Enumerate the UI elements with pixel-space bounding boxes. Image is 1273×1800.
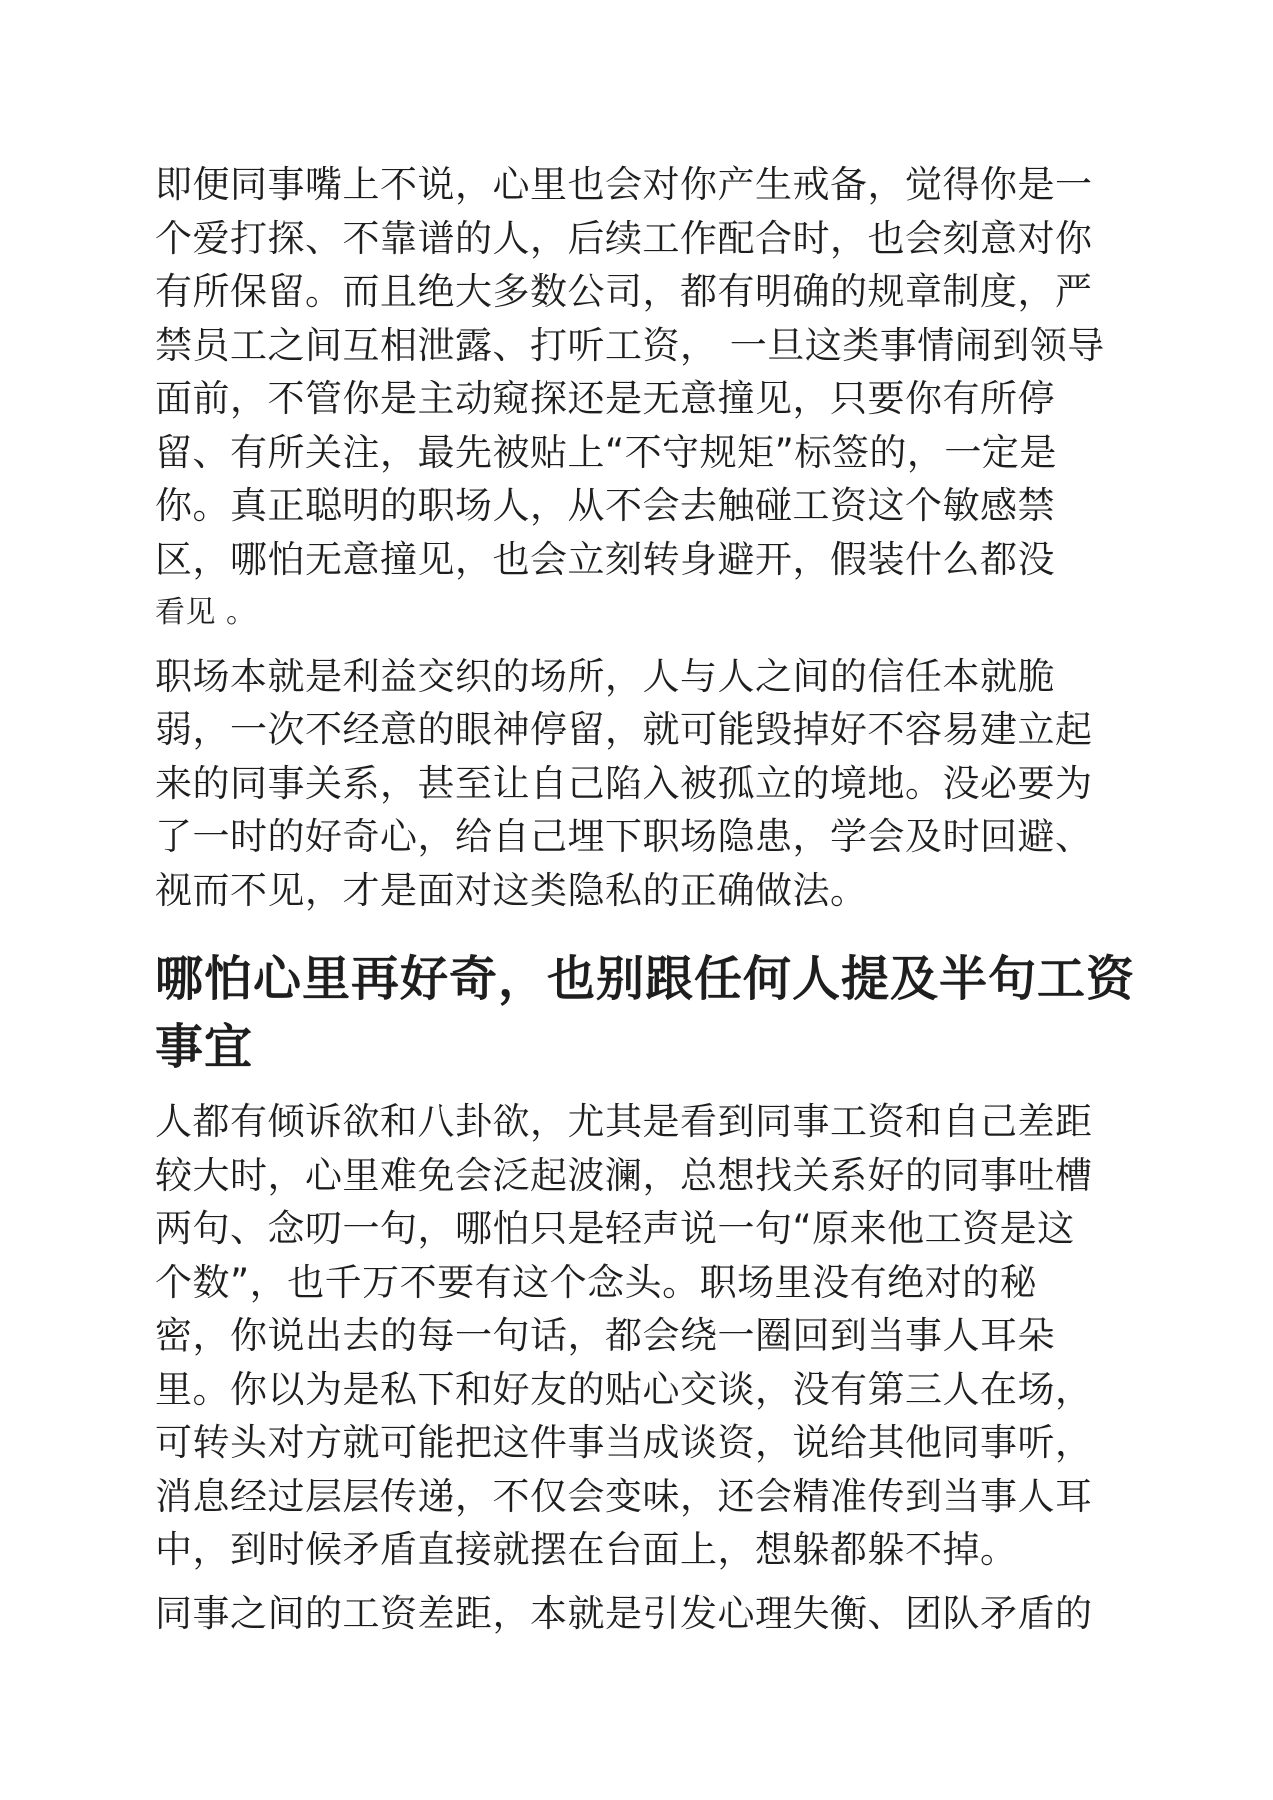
text-line: 禁员工之间互相泄露、打听工资， 一旦这类事情闹到领导 <box>155 323 1105 367</box>
text-line: 看见 。 <box>155 595 257 630</box>
text-line: 有所保留。而且绝大多数公司，都有明确的规章制度，严 <box>155 270 1093 313</box>
text-line: 即便同事嘴上不说，心里也会对你产生戒备，觉得你是一 <box>155 163 1093 206</box>
text-line: 消息经过层层传递，不仅会变味，还会精准传到当事人耳 <box>155 1474 1093 1518</box>
heading-line: 事宜 <box>155 1019 254 1075</box>
section-heading <box>155 945 1135 1081</box>
text-line: 区，哪怕无意撞见，也会立刻转身避开，假装什么都没 <box>155 537 1055 581</box>
text-line: 个数”，也千万不要有这个念头。职场里没有绝对的秘 <box>155 1260 1038 1304</box>
text-line: 视而不见，才是面对这类隐私的正确做法。 <box>155 868 868 912</box>
text-line: 了一时的好奇心，给自己埋下职场隐患，学会及时回避、 <box>155 815 1093 858</box>
text-line: 中，到时候矛盾直接就摆在台面上，想躲都躲不掉。 <box>155 1528 1018 1571</box>
text-line: 职场本就是利益交织的场所，人与人之间的信任本就脆 <box>155 654 1055 698</box>
text-line: 里。你以为是私下和好友的贴心交谈，没有第三人在场， <box>155 1367 1093 1411</box>
text-line: 人都有倾诉欲和八卦欲，尤其是看到同事工资和自己差距 <box>155 1100 1093 1143</box>
text-line: 同事之间的工资差距，本就是引发心理失衡、团队矛盾的 <box>155 1591 1093 1635</box>
paragraph <box>155 1587 1135 1641</box>
text-line: 个爱打探、不靠谱的人，后续工作配合时，也会刻意对你 <box>155 216 1093 260</box>
text-line: 弱，一次不经意的眼神停留，就可能毁掉好不容易建立起 <box>155 708 1093 751</box>
text-line: 来的同事关系，甚至让自己陷入被孤立的境地。没必要为 <box>155 761 1093 805</box>
text-line: 密，你说出去的每一句话，都会绕一圈回到当事人耳朵 <box>155 1314 1055 1357</box>
paragraph <box>155 650 1135 918</box>
section-2 <box>155 1095 1135 1640</box>
paragraph <box>155 1095 1135 1577</box>
text-line: 可转头对方就可能把这件事当成谈资，说给其他同事听， <box>155 1421 1093 1464</box>
text-line: 你。真正聪明的职场人，从不会去触碰工资这个敏感禁 <box>155 484 1055 527</box>
text-line: 面前，不管你是主动窥探还是无意撞见，只要你有所停 <box>155 377 1055 420</box>
text-line: 留、有所关注，最先被贴上“不守规矩”标签的，一定是 <box>155 430 1057 474</box>
paragraph <box>155 158 1135 640</box>
section-1 <box>155 158 1135 917</box>
heading-line: 哪怕心里再好奇，也别跟任何人提及半句工资 <box>155 951 1136 1007</box>
article-body <box>155 158 1135 1640</box>
text-line: 较大时，心里难免会泛起波澜，总想找关系好的同事吐槽 <box>155 1153 1093 1197</box>
text-line: 两句、念叨一句，哪怕只是轻声说一句“原来他工资是这 <box>155 1207 1075 1250</box>
